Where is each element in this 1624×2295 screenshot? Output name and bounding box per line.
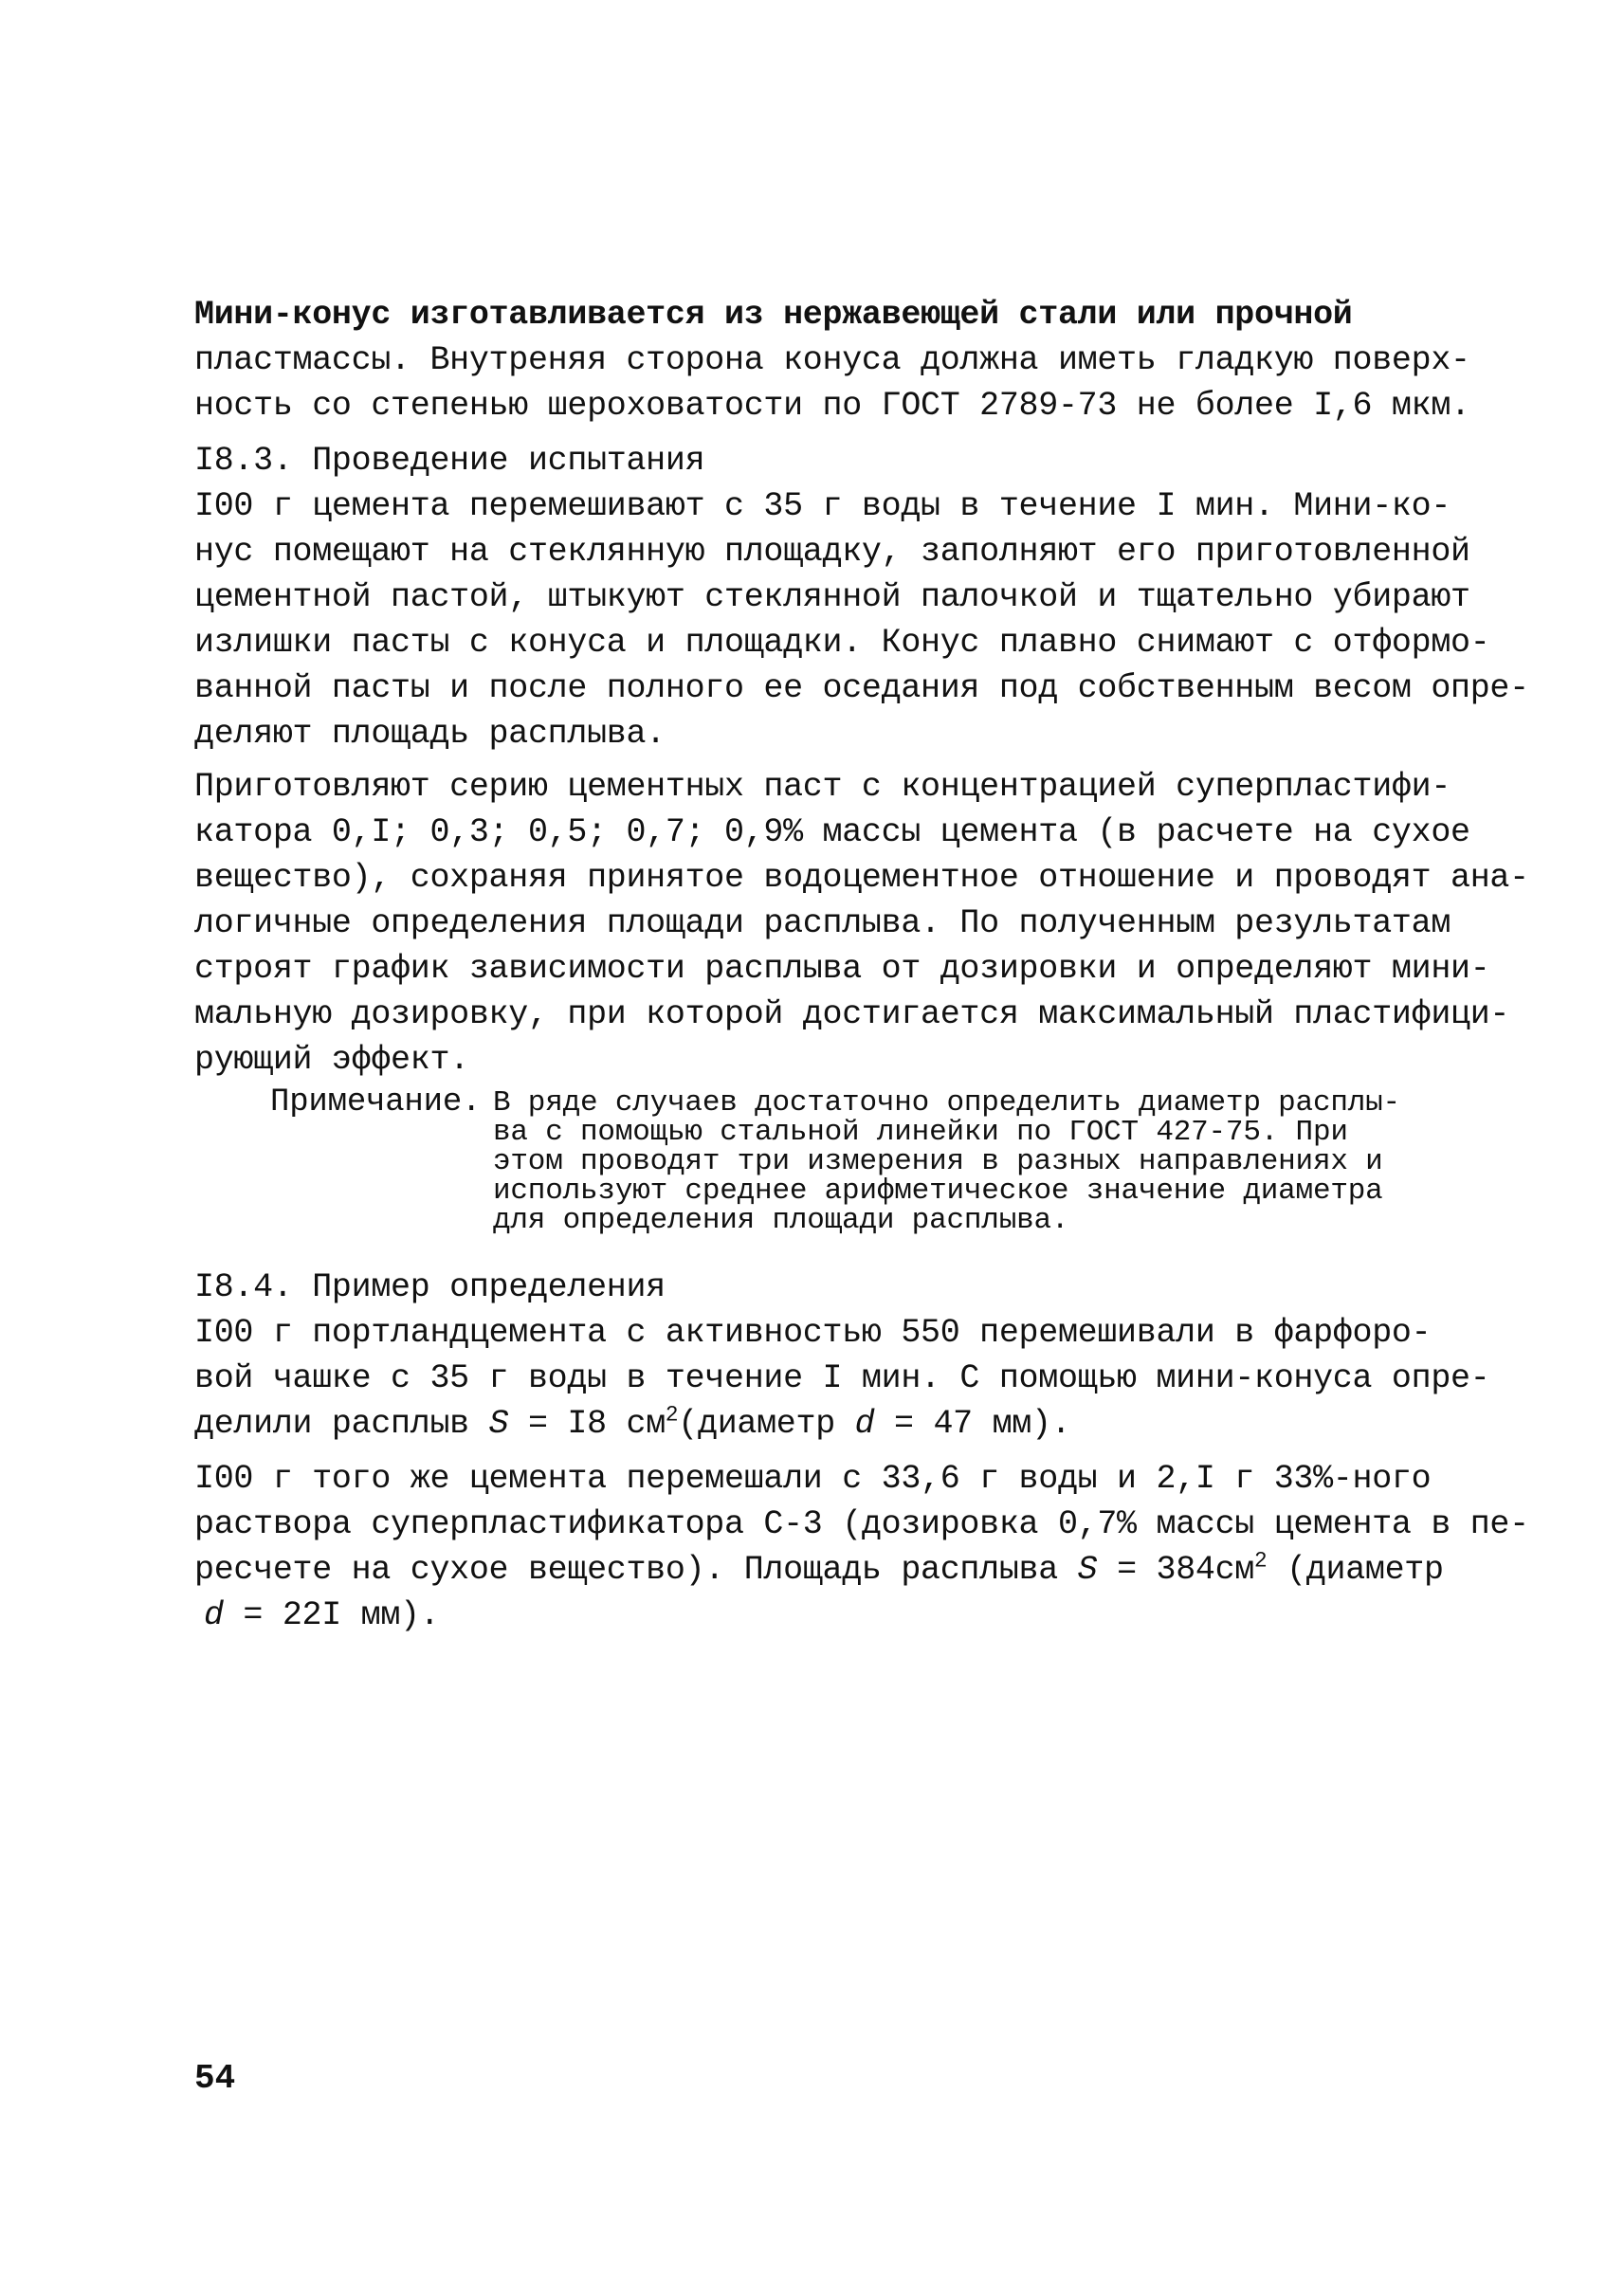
note-line: для определения площади расплыва. — [493, 1204, 1069, 1237]
paragraph-line: I00 г портландцемента с активностью 550 перемешивали в фарфоро- — [194, 1314, 1432, 1352]
note-line: В ряде случаев достаточно определить диаметр расплы- — [493, 1086, 1400, 1120]
paragraph-line: I00 г того же цемента перемешали с 33,6 г воды и 2,I г 33%-ного — [194, 1460, 1432, 1498]
note-line: используют среднее арифметическое значение диаметра — [493, 1175, 1383, 1208]
paragraph-line: I00 г цемента перемешивают с 35 г воды в течение I мин. Мини-ко- — [194, 487, 1451, 525]
paragraph-line: излишки пасты с конуса и площадки. Конус плавно снимают с отформо- — [194, 624, 1490, 662]
text-run: делили расплыв — [194, 1405, 489, 1443]
paragraph-line: Приготовляют серию цементных паст с концентрацией суперпластифи- — [194, 768, 1451, 806]
paragraph-line: пластмассы. Внутреняя сторона конуса должна иметь гладкую поверх- — [194, 341, 1470, 379]
text-run: = 47 мм). — [874, 1405, 1071, 1443]
symbol-S: S — [488, 1405, 509, 1443]
paragraph-line: катора 0,I; 0,3; 0,5; 0,7; 0,9% массы цемента (в расчете на сухое — [194, 813, 1470, 851]
section-heading: I8.4. Пример определения — [194, 1268, 666, 1306]
paragraph-line — [204, 1593, 1455, 1638]
paragraph-line: вещество), сохраняя принятое водоцементное отношение и проводят ана- — [194, 859, 1529, 897]
paragraph-line — [194, 1401, 1446, 1447]
paragraph-line: ность со степенью шероховатости по ГОСТ 2789-73 не более I,6 мкм. — [194, 387, 1470, 425]
page-number: 54 — [194, 2059, 236, 2098]
note-line: этом проводят три измерения в разных направлениях и — [493, 1145, 1383, 1178]
symbol-d: d — [854, 1405, 875, 1443]
note-label: Примечание. — [270, 1084, 482, 1120]
section-heading: I8.3. Проведение испытания — [194, 442, 705, 480]
symbol-S: S — [1077, 1551, 1098, 1589]
paragraph-line: деляют площадь расплыва. — [194, 715, 666, 753]
paragraph-line: раствора суперпластификатора С-3 (дозировка 0,7% массы цемента в пе- — [194, 1505, 1529, 1543]
paragraph-line: нус помещают на стеклянную площадку, заполняют его приготовленной — [194, 533, 1470, 571]
text-run: = I8 см — [508, 1405, 666, 1443]
text-run: (диаметр — [678, 1405, 855, 1443]
paragraph-line: мальную дозировку, при которой достигается максимальный пластифици- — [194, 995, 1510, 1033]
note-line: ва с помощью стальной линейки по ГОСТ 427-75. При — [493, 1116, 1348, 1149]
text-run: (диаметр — [1267, 1551, 1444, 1589]
symbol-d: d — [204, 1596, 224, 1634]
paragraph-line: логичные определения площади расплыва. По полученным результатам — [194, 904, 1451, 942]
paragraph-line: ванной пасты и после полного ее оседания под собственным весом опре- — [194, 669, 1529, 707]
paragraph-line: Мини-конус изготавливается из нержавеющей стали или прочной — [194, 296, 1353, 334]
text-run: = 22I мм). — [223, 1596, 440, 1634]
paragraph-line: цементной пастой, штыкуют стеклянной палочкой и тщательно убирают — [194, 578, 1470, 616]
text-run: ресчете на сухое вещество). Площадь расплыва — [194, 1551, 1078, 1589]
paragraph-line — [194, 1547, 1446, 1593]
paragraph-line: рующий эффект. — [194, 1041, 469, 1079]
text-run: = 384см — [1097, 1551, 1255, 1589]
superscript: 2 — [665, 1402, 679, 1428]
superscript: 2 — [1254, 1548, 1268, 1574]
paragraph-line: вой чашке с 35 г воды в течение I мин. С помощью мини-конуса опре- — [194, 1359, 1490, 1397]
paragraph-line: строят график зависимости расплыва от дозировки и определяют мини- — [194, 950, 1490, 988]
